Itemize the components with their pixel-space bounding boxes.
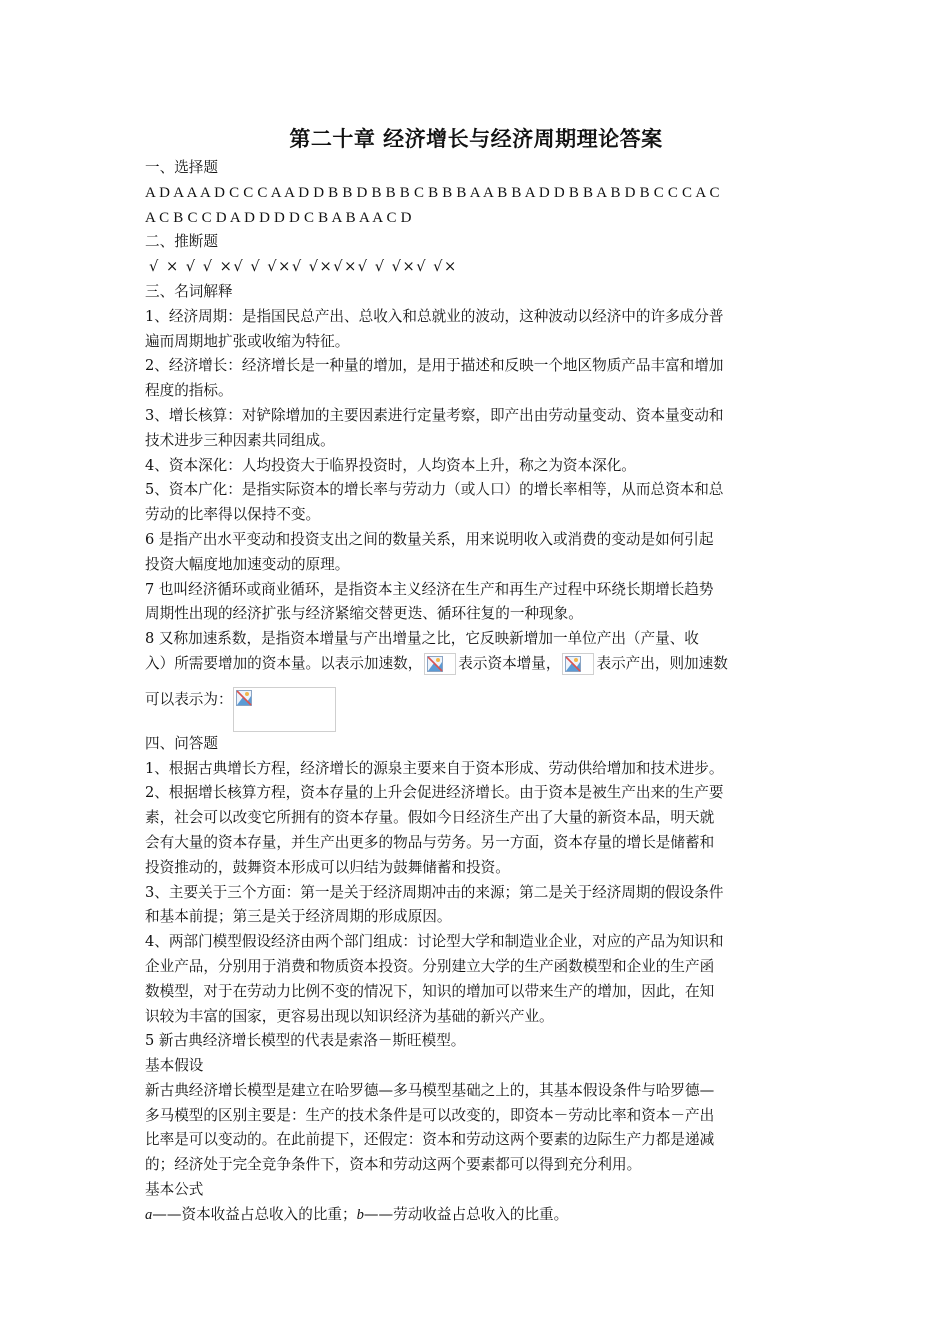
qa-5: 5 新古典经济增长模型的代表是索洛－斯旺模型。 (145, 1032, 466, 1050)
qa-3-line-2: 和基本前提；第三是关于经济周期的形成原因。 (145, 908, 452, 926)
term-4: 4、资本深化：人均投资大于临界投资时，人均资本上升，称之为资本深化。 (145, 456, 636, 474)
term-8-text-a: 入）所需要增加的资本量。以表示加速数， (145, 654, 423, 672)
document-page (145, 122, 807, 1228)
term-2-line-1: 2、经济增长：经济增长是一种量的增加，是用于描述和反映一个地区物质产品丰富和增加 (145, 357, 724, 375)
section-heading-qa: 四、问答题 (145, 734, 218, 752)
qa-2-line-3: 会有大量的资本存量，并生产出更多的物品与劳务。另一方面，资本存量的增长是储蓄和 (145, 833, 715, 851)
term-8-text-b: 表示资本增量， (458, 654, 561, 672)
section-heading-judge: 二、推断题 (145, 233, 218, 251)
qa-2-line-4: 投资推动的，鼓舞资本形成可以归结为鼓舞储蓄和投资。 (145, 858, 510, 876)
term-7-line-2: 周期性出现的经济扩张与经济紧缩交替更迭、循环往复的一种现象。 (145, 605, 583, 623)
broken-image-icon (562, 653, 594, 675)
formula-symbol-b: b (356, 1206, 364, 1223)
choice-answers-line-1: A D A A A D C C C A A D D B B D B B B C B B B A A B B A D D B B A B D B C C C A C (145, 184, 720, 201)
page-title: 第二十章 经济增长与经济周期理论答案 (289, 126, 663, 151)
formula-symbol-a: a (145, 1206, 153, 1223)
term-2-line-2: 程度的指标。 (145, 382, 233, 400)
formula-b-text: ——劳动收益占总收入的比重。 (363, 1205, 569, 1223)
term-1-line-2: 遍而周期地扩张或收缩为特征。 (145, 332, 350, 350)
term-8-line-1: 8 又称加速系数，是指资本增量与产出增量之比，它反映新增加一单位产出（产量、收 (145, 630, 699, 648)
qa-2-line-2: 素，社会可以改变它所拥有的资本存量。假如今日经济生产出了大量的新资本品，明天就 (145, 809, 715, 827)
section-heading-terms: 三、名词解释 (145, 282, 233, 300)
term-6-line-1: 6 是指产出水平变动和投资支出之间的数量关系，用来说明收入或消费的变动是如何引起 (145, 530, 714, 548)
term-3-line-2: 技术进步三种因素共同组成。 (145, 431, 335, 449)
choice-answers-line-2: A C B C C D A D D D D C B A B A A C D (145, 209, 412, 226)
broken-image-icon (424, 653, 456, 675)
assumption-heading: 基本假设 (145, 1057, 204, 1075)
formula-heading: 基本公式 (145, 1181, 204, 1199)
term-8-line-3 (145, 677, 807, 732)
qa-4-line-2: 企业产品，分别用于消费和物质资本投资。分别建立大学的生产函数模型和企业的生产函 (145, 957, 715, 975)
formula-a-text: ——资本收益占总收入的比重； (152, 1205, 357, 1223)
qa-4-line-4: 识较为丰富的国家，更容易出现以知识经济为基础的新兴产业。 (145, 1007, 554, 1025)
term-8-text-d: 可以表示为： (145, 690, 233, 708)
term-8-text-c: 表示产出，则加速数 (596, 654, 728, 672)
term-5-line-1: 5、资本广化：是指实际资本的增长率与劳动力（或人口）的增长率相等，从而总资本和总 (145, 481, 724, 499)
section-heading-choice: 一、选择题 (145, 159, 218, 176)
term-6-line-2: 投资大幅度地加速变动的原理。 (145, 555, 350, 573)
term-5-line-2: 劳动的比率得以保持不变。 (145, 506, 321, 524)
term-3-line-1: 3、增长核算：对铲除增加的主要因素进行定量考察，即产出由劳动量变动、资本量变动和 (145, 406, 724, 424)
qa-3-line-1: 3、主要关于三个方面：第一是关于经济周期冲击的来源；第二是关于经济周期的假设条件 (145, 883, 724, 901)
assumption-line-2: 多马模型的区别主要是：生产的技术条件是可以改变的，即资本－劳动比率和资本－产出 (145, 1106, 715, 1124)
assumption-line-1: 新古典经济增长模型是建立在哈罗德—多马模型基础之上的，其基本假设条件与哈罗德— (145, 1081, 715, 1099)
qa-4-line-3: 数模型，对于在劳动力比例不变的情况下，知识的增加可以带来生产的增加，因此，在知 (145, 982, 715, 1000)
assumption-line-4: 的；经济处于完全竞争条件下，资本和劳动这两个要素都可以得到充分利用。 (145, 1156, 642, 1174)
broken-image-icon (233, 687, 336, 732)
judge-marks: √ × √ √ ×√ √ √×√ √×√×√ √ √×√ √× (149, 258, 458, 276)
term-7-line-1: 7 也叫经济循环或商业循环，是指资本主义经济在生产和再生产过程中环绕长期增长趋势 (145, 580, 714, 598)
assumption-line-3: 比率是可以变动的。在此前提下，还假定：资本和劳动这两个要素的边际生产力都是递减 (145, 1131, 715, 1149)
formula-definitions (145, 1203, 807, 1228)
qa-4-line-1: 4、两部门模型假设经济由两个部门组成：讨论型大学和制造业企业，对应的产品为知识和 (145, 933, 724, 951)
term-1-line-1: 1、经济周期：是指国民总产出、总收入和总就业的波动，这种波动以经济中的许多成分普 (145, 307, 724, 325)
term-8-line-2 (145, 652, 807, 677)
qa-1: 1、根据古典增长方程，经济增长的源泉主要来自于资本形成、劳动供给增加和技术进步。 (145, 759, 724, 777)
qa-2-line-1: 2、根据增长核算方程，资本存量的上升会促进经济增长。由于资本是被生产出来的生产要 (145, 784, 724, 802)
